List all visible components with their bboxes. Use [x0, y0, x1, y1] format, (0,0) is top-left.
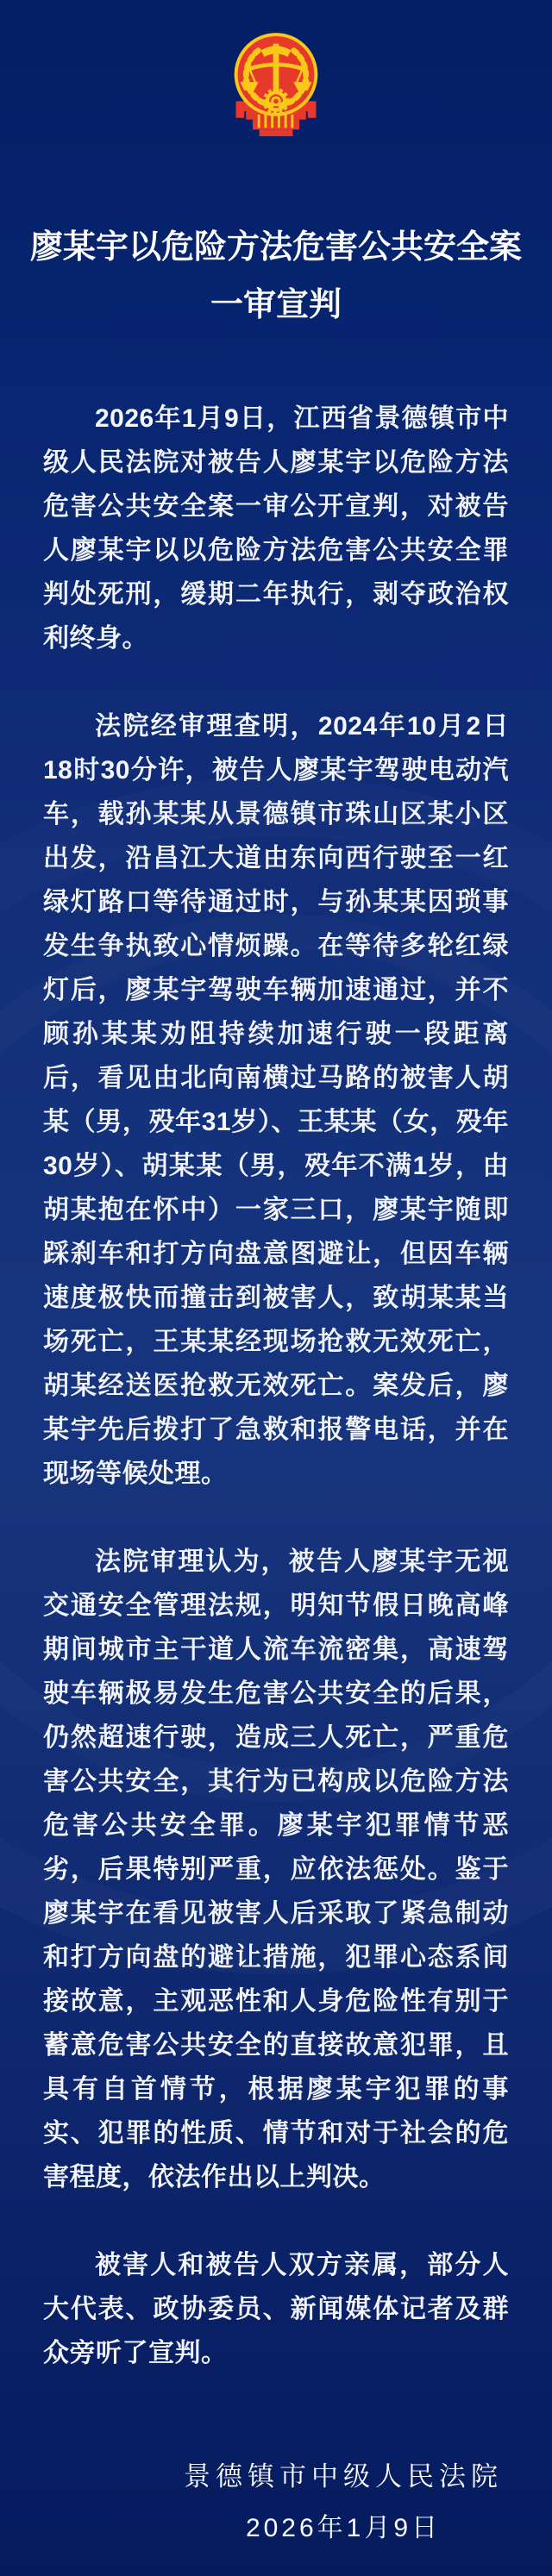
- page-title: [0, 219, 552, 335]
- body-paragraph: 2026年1月9日，江西省景德镇市中级人民法院对被告人廖某宇以危险方法危害公共安全案一审公开宣判，对被告人廖某宇以以危险方法危害公共安全罪判处死刑，缓期二年执行，剥夺政治权利终身。: [43, 404, 509, 653]
- title-line-2: 一审宣判: [210, 287, 342, 323]
- signature-court-name: 景德镇市中级人民法院: [184, 2461, 503, 2492]
- announcement-body: [43, 397, 509, 2546]
- title-line-1: 廖某宇以危险方法危害公共安全案: [29, 229, 522, 266]
- court-emblem-icon: [226, 31, 326, 141]
- body-paragraph: 被害人和被告人双方亲属，部分人大代表、政协委员、新闻媒体记者及群众旁听了宣判。: [43, 2251, 509, 2367]
- signature-date: 2026年1月9日: [245, 2514, 442, 2542]
- body-paragraph: 法院经审理查明，2024年10月2日18时30分许，被告人廖某宇驾驶电动汽车，载孙某某从景德镇市珠山区某小区出发，沿昌江大道由东向西行驶至一红绿灯路口等待通过时，与孙某某因琐事发生争执致心情烦躁。在等待多轮红绿灯后，廖某宇驾驶车辆加速通过，并不顾孙某某劝阻持续加速行驶一段距离后，看见由北向南横过马路的被害人胡某（男，殁年31岁）、王某某（女，殁年30岁）、胡某某（男，殁年不满1岁，由胡某抱在怀中）一家三口，廖某宇随即踩刹车和打方向盘意图避让，但因车辆速度极快而撞击到被害人，致胡某某当场死亡，王某某经现场抢救无效死亡，胡某经送医抢救无效死亡。案发后，廖某宇先后拨打了急救和报警电话，并在现场等候处理。: [43, 712, 509, 1488]
- signature-block: [184, 2460, 503, 2546]
- body-paragraph: 法院审理认为，被告人廖某宇无视交通安全管理法规，明知节假日晚高峰期间城市主干道人流车流密集，高速驾驶车辆极易发生危害公共安全的后果，仍然超速行驶，造成三人死亡，严重危害公共安全，其行为已构成以危险方法危害公共安全罪。廖某宇犯罪情节恶劣，后果特别严重，应依法惩处。鉴于廖某宇在看见被害人后采取了紧急制动和打方向盘的避让措施，犯罪心态系间接故意，主观恶性和人身危险性有别于蓄意危害公共安全的直接故意犯罪，且具有自首情节，根据廖某宇犯罪的事实、犯罪的性质、情节和对于社会的危害程度，依法作出以上判决。: [43, 1547, 509, 2191]
